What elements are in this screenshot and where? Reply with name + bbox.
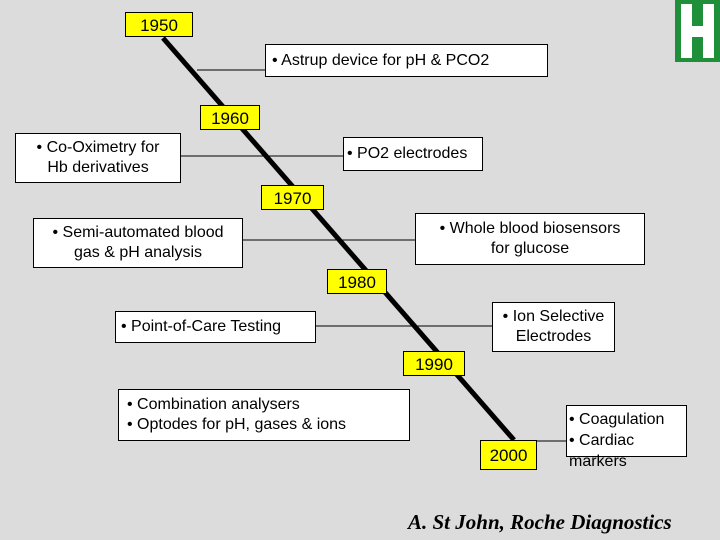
event-biosensors	[415, 213, 645, 265]
event-po2	[343, 137, 483, 171]
event-poc	[115, 311, 316, 343]
year-1990: 1990	[403, 351, 465, 376]
event-astrup-text: • Astrup device for pH & PCO2	[272, 52, 490, 69]
year-1960: 1960	[200, 105, 260, 130]
event-semi-auto-line2: gas & pH analysis	[73, 244, 203, 261]
event-ion-line2: Electrodes	[515, 328, 592, 345]
event-ion-line1: • Ion Selective	[502, 308, 605, 325]
year-1970: 1970	[261, 185, 324, 210]
event-poc-text: • Point-of-Care Testing	[121, 318, 282, 335]
event-co-oximetry-line1: • Co-Oximetry for	[36, 139, 160, 156]
event-biosensors-line2: for glucose	[490, 240, 570, 257]
event-coag-line2: • Cardiac	[569, 432, 635, 449]
event-combination-line2: • Optodes for pH, gases & ions	[127, 416, 347, 433]
credit-text: A. St John, Roche Diagnostics	[408, 510, 672, 534]
event-semi-auto-line1: • Semi-automated blood	[52, 224, 224, 241]
event-semi-auto	[33, 218, 243, 268]
event-coag-line1: • Coagulation	[569, 411, 665, 428]
year-1950: 1950	[125, 12, 193, 37]
year-2000: 2000	[480, 440, 537, 470]
event-astrup	[265, 44, 548, 77]
event-co-oximetry-line2: Hb derivatives	[47, 159, 149, 176]
event-co-oximetry	[15, 133, 181, 183]
event-coag-line3: markers	[569, 453, 627, 470]
event-combination-line1: • Combination analysers	[127, 396, 300, 413]
year-1980: 1980	[327, 269, 387, 294]
logo-text: aouc	[687, 26, 708, 36]
event-biosensors-line1: • Whole blood biosensors	[439, 220, 621, 237]
event-po2-text: • PO2 electrodes	[347, 145, 468, 162]
aouc-logo	[675, 0, 720, 62]
event-coagulation	[566, 405, 687, 470]
event-ion-selective	[492, 302, 615, 352]
event-combination	[118, 389, 410, 441]
